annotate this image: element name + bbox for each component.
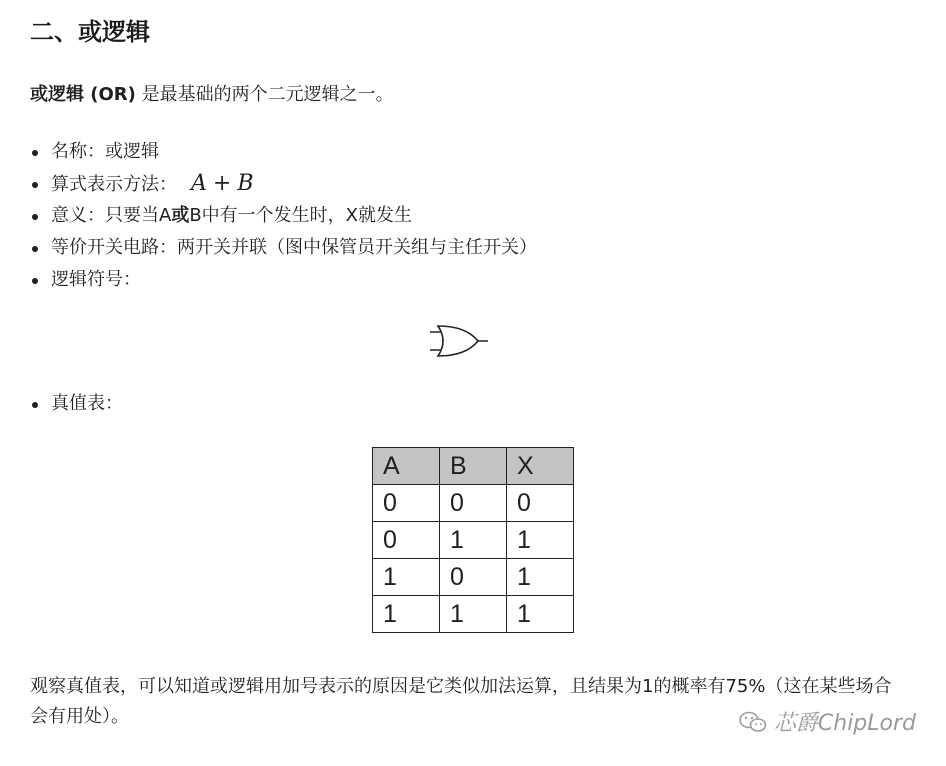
name-value: 或逻辑: [105, 141, 159, 162]
intro-text: 是最基础的两个二元逻辑之一。: [135, 84, 394, 105]
list-item-symbol: [30, 266, 537, 298]
meaning-pre: 意义：只要当A: [51, 205, 172, 226]
meaning-bold: 或: [171, 205, 190, 226]
formula-b: B: [237, 171, 254, 196]
table-row: [373, 522, 574, 559]
formula-op: +: [212, 171, 232, 196]
table-cell: 1: [373, 559, 440, 596]
table-cell: 0: [373, 485, 440, 522]
section-heading: 二、或逻辑: [30, 18, 150, 46]
table-cell: 0: [440, 559, 507, 596]
table-cell: 0: [373, 522, 440, 559]
name-label: 名称：: [51, 141, 105, 162]
circuit-text: 等价开关电路：两开关并联（图中保管员开关组与主任开关）: [51, 237, 537, 258]
table-cell: 1: [440, 596, 507, 633]
table-cell: 0: [440, 485, 507, 522]
truth-table-label: 真值表：: [51, 393, 123, 414]
table-cell: 1: [373, 596, 440, 633]
header-cell: B: [440, 448, 507, 485]
formula-label: 算式表示方法：: [51, 174, 177, 195]
table-cell: 1: [440, 522, 507, 559]
list-item-name: [30, 138, 537, 170]
formula-expression: [191, 171, 254, 196]
truth-table-header-row: [373, 448, 574, 485]
or-gate-symbol-icon: [428, 322, 490, 360]
symbol-label: 逻辑符号：: [51, 269, 141, 290]
header-cell: X: [507, 448, 574, 485]
table-cell: 0: [507, 485, 574, 522]
list-item-meaning: [30, 202, 537, 234]
truth-table: [372, 447, 574, 633]
watermark-text: 芯爵ChipLord: [773, 711, 916, 736]
watermark: [738, 706, 916, 737]
table-cell: 1: [507, 596, 574, 633]
table-cell: 1: [507, 559, 574, 596]
header-cell: A: [373, 448, 440, 485]
list-item-formula: [30, 170, 537, 202]
table-row: [373, 559, 574, 596]
properties-list: [30, 138, 537, 298]
truth-table-label-block: [30, 390, 123, 418]
intro-term: 或逻辑 (OR): [30, 84, 136, 105]
table-row: [373, 485, 574, 522]
intro-paragraph: [30, 80, 394, 106]
conclusion-paragraph: 观察真值表，可以知道或逻辑用加号表示的原因是它类似加法运算，且结果为1的概率有75%（这在某些场合会有用处）。: [30, 676, 892, 727]
wechat-icon: [738, 710, 768, 734]
list-item-truth-table: [30, 390, 123, 418]
table-cell: 1: [507, 522, 574, 559]
formula-a: A: [191, 171, 207, 196]
table-row: [373, 596, 574, 633]
meaning-post: B中有一个发生时，X就发生: [189, 205, 413, 226]
list-item-circuit: [30, 234, 537, 266]
